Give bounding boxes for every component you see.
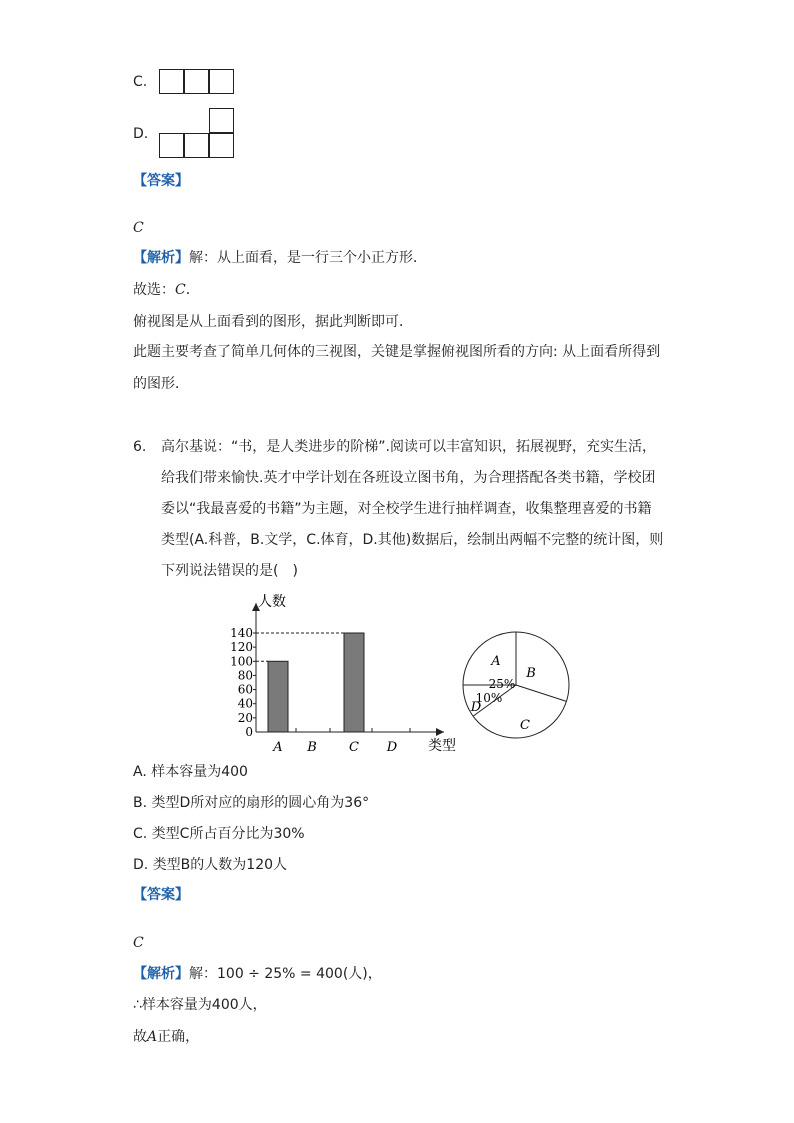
x-axis-label: 类型: [428, 738, 456, 754]
y-tick-label: 80: [237, 668, 253, 683]
prev-analysis-line1: 【解析】解：从上面看，是一行三个小正方形．: [133, 250, 427, 266]
choice-a[interactable]: A. 样本容量为400: [133, 764, 248, 780]
bar-chart: [220, 585, 470, 760]
y-tick-label: 120: [230, 640, 253, 655]
pie-label-A: A: [491, 654, 501, 669]
pie-percent-A: 25%: [488, 677, 516, 691]
x-tick-label: B: [307, 740, 317, 755]
choice-b[interactable]: B. 类型D所对应的扇形的圆心角为36°: [133, 795, 370, 811]
prev-answer-value: C: [133, 220, 144, 236]
x-tick-label: A: [273, 740, 283, 755]
question-line-1: 高尔基说：“书，是人类进步的阶梯”.阅读可以丰富知识，拓展视野，充实生活，: [161, 439, 656, 455]
analysis-line1: 【解析】解：100 ÷ 25% = 400(人)，: [133, 966, 382, 982]
x-axis-arrow: [436, 728, 444, 736]
y-tick-label: 20: [237, 710, 253, 725]
bar: [268, 661, 288, 732]
analysis-line3: 故A正确，: [133, 1029, 200, 1045]
option-c-label: C.: [133, 74, 148, 90]
y-tick-label: 40: [237, 696, 253, 711]
question-line-4: 类型(A.科普，B.文学，C.体育，D.其他)数据后，绘制出两幅不完整的统计图，则: [161, 532, 664, 548]
choice-d[interactable]: D. 类型B的人数为120人: [133, 857, 288, 873]
pie-label-D: D: [470, 700, 482, 715]
question-line-5: 下列说法错误的是( ): [161, 563, 298, 579]
prev-analysis-line5: 的图形．: [133, 376, 189, 392]
pie-chart: [455, 615, 580, 750]
y-axis-label: 人数: [258, 594, 286, 610]
prev-analysis-line4: 此题主要考查了简单几何体的三视图，关键是掌握俯视图所看的方向: 从上面看所得到: [133, 344, 661, 360]
x-tick-label: D: [386, 740, 398, 755]
prev-answer-tag: 【答案】: [133, 173, 189, 189]
pie-label-B: B: [526, 666, 536, 681]
bar: [344, 633, 364, 732]
prev-analysis-line3: 俯视图是从上面看到的图形，据此判断即可．: [133, 314, 413, 330]
question-number: 6.: [133, 439, 147, 455]
pie-percent-D: 10%: [475, 691, 503, 705]
question-line-2: 给我们带来愉快.英才中学计划在各班设立图书角，为合理搭配各类书籍，学校团: [161, 470, 656, 486]
x-tick-label: C: [349, 740, 359, 755]
answer-tag: 【答案】: [133, 887, 189, 903]
option-d-label: D.: [133, 126, 149, 142]
pie-label-C: C: [520, 718, 530, 733]
question-line-3: 委以“我最喜爱的书籍”为主题，对全校学生进行抽样调查，收集整理喜爱的书籍: [161, 501, 652, 517]
choice-c[interactable]: C. 类型C所占百分比为30%: [133, 826, 305, 842]
y-tick-label: 60: [237, 682, 253, 697]
prev-analysis-line2: 故选：C．: [133, 282, 200, 298]
answer-value: C: [133, 935, 144, 951]
y-tick-label: 0: [245, 725, 253, 739]
analysis-line2: ∴样本容量为400人，: [133, 997, 267, 1013]
y-tick-label: 140: [230, 626, 253, 640]
y-tick-label: 100: [230, 654, 253, 669]
pie-slice-edge: [516, 685, 566, 701]
